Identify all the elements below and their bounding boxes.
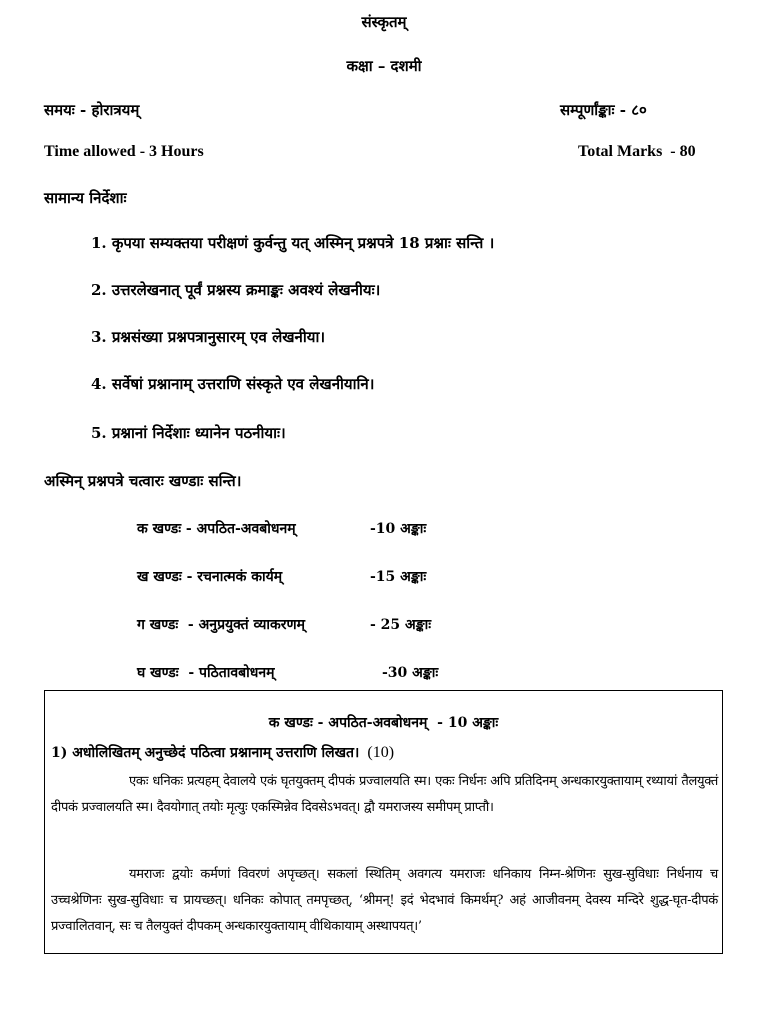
marks-label-sanskrit: सम्पूर्णांङ्काः - ८० [560, 101, 647, 119]
time-label-sanskrit: समयः - होरात्रयम् [44, 101, 140, 119]
section-name: ग खण्डः - अनुप्रयुक्तं व्याकरणम् [137, 617, 306, 633]
passage-paragraph: यमराजः द्वयोः कर्मणां विवरणं अपृच्छत्। सकलां स्थितिम् अवगत्य यमराजः धनिकाय निम्न-श्रेणिनः सुख-सुविधाः निर्धनाय च उच्चश्रेणिनः सुख-सुविधाः च प्रायच्छत्। धनिकः कोपात् तमपृच्छत्, ‘श्रीमन्! इदं भेदभावं किमर्थम्? अहं आजीवनम् देवस्य मन्दिरे शुद्ध-घृत-दीपकं प्रज्वालितवान्, सः च तैलयुक्तं दीपकम् अन्धकारयुक्तायाम् वीथिकायाम् अस्थापयत्।’ [51, 867, 718, 934]
class-label: कक्षा – दशमी [346, 57, 422, 75]
total-marks-english: Total Marks - 80 [578, 143, 696, 160]
section-name: ख खण्डः - रचनात्मकं कार्यम् [137, 569, 283, 585]
instruction-item: 5. प्रश्नानां निर्देशाः ध्यानेन पठनीयाः। [91, 424, 286, 442]
sections-intro: अस्मिन् प्रश्नपत्रे चत्वारः खण्डाः सन्ति। [44, 472, 242, 490]
instructions-heading: सामान्य निर्देशाः [44, 189, 127, 207]
passage-heading: क खण्डः - अपठित-अवबोधनम् - 10 अङ्काः [268, 715, 499, 731]
question-1-text: 1) अधोलिखितम् अनुच्छेदं पठित्वा प्रश्नानाम् उत्तराणि लिखत। [51, 745, 360, 761]
instruction-item: 4. सर्वेषां प्रश्नानाम् उत्तराणि संस्कृते एव लेखनीयानि। [91, 375, 375, 393]
time-allowed-english: Time allowed - 3 Hours [44, 143, 204, 160]
instruction-item: 1. कृपया सम्यक्तया परीक्षणं कुर्वन्तु यत् अस्मिन् प्रश्नपत्रे 18 प्रश्नाः सन्ति । [91, 234, 495, 252]
passage-paragraph: एकः धनिकः प्रत्यहम् देवालये एकं घृतयुक्तम् दीपकं प्रज्वालयति स्म। एकः निर्धनः अपि प्रतिदिनम् अन्धकारयुक्तायाम् रथ्यायां तैलयुक्तं दीपकं प्रज्वालयति स्म। दैवयोगात् तयोः मृत्युः एकस्मिन्नेव दिवसेऽभवत्। द्वौ यमराजस्य समीपम् प्राप्तौ। [51, 774, 718, 815]
instruction-item: 2. उत्तरलेखनात् पूर्वं प्रश्नस्य क्रमाङ्कः अवश्यं लेखनीयः। [91, 281, 381, 299]
question-1-marks: (10) [367, 744, 395, 761]
page-title: संस्कृतम् [361, 13, 407, 31]
section-name: घ खण्डः - पठितावबोधनम् [137, 665, 275, 681]
instruction-item: 3. प्रश्नसंख्या प्रश्नपत्रानुसारम् एव लेखनीया। [91, 328, 326, 346]
section-marks: -15 अङ्काः [370, 569, 427, 585]
question-1 [51, 743, 394, 762]
section-marks: -10 अङ्काः [370, 521, 427, 537]
section-marks: -30 अङ्काः [382, 665, 439, 681]
passage-box [44, 690, 723, 954]
section-marks: - 25 अङ्काः [370, 617, 432, 633]
section-name: क खण्डः - अपठित-अवबोधनम् [137, 521, 296, 537]
